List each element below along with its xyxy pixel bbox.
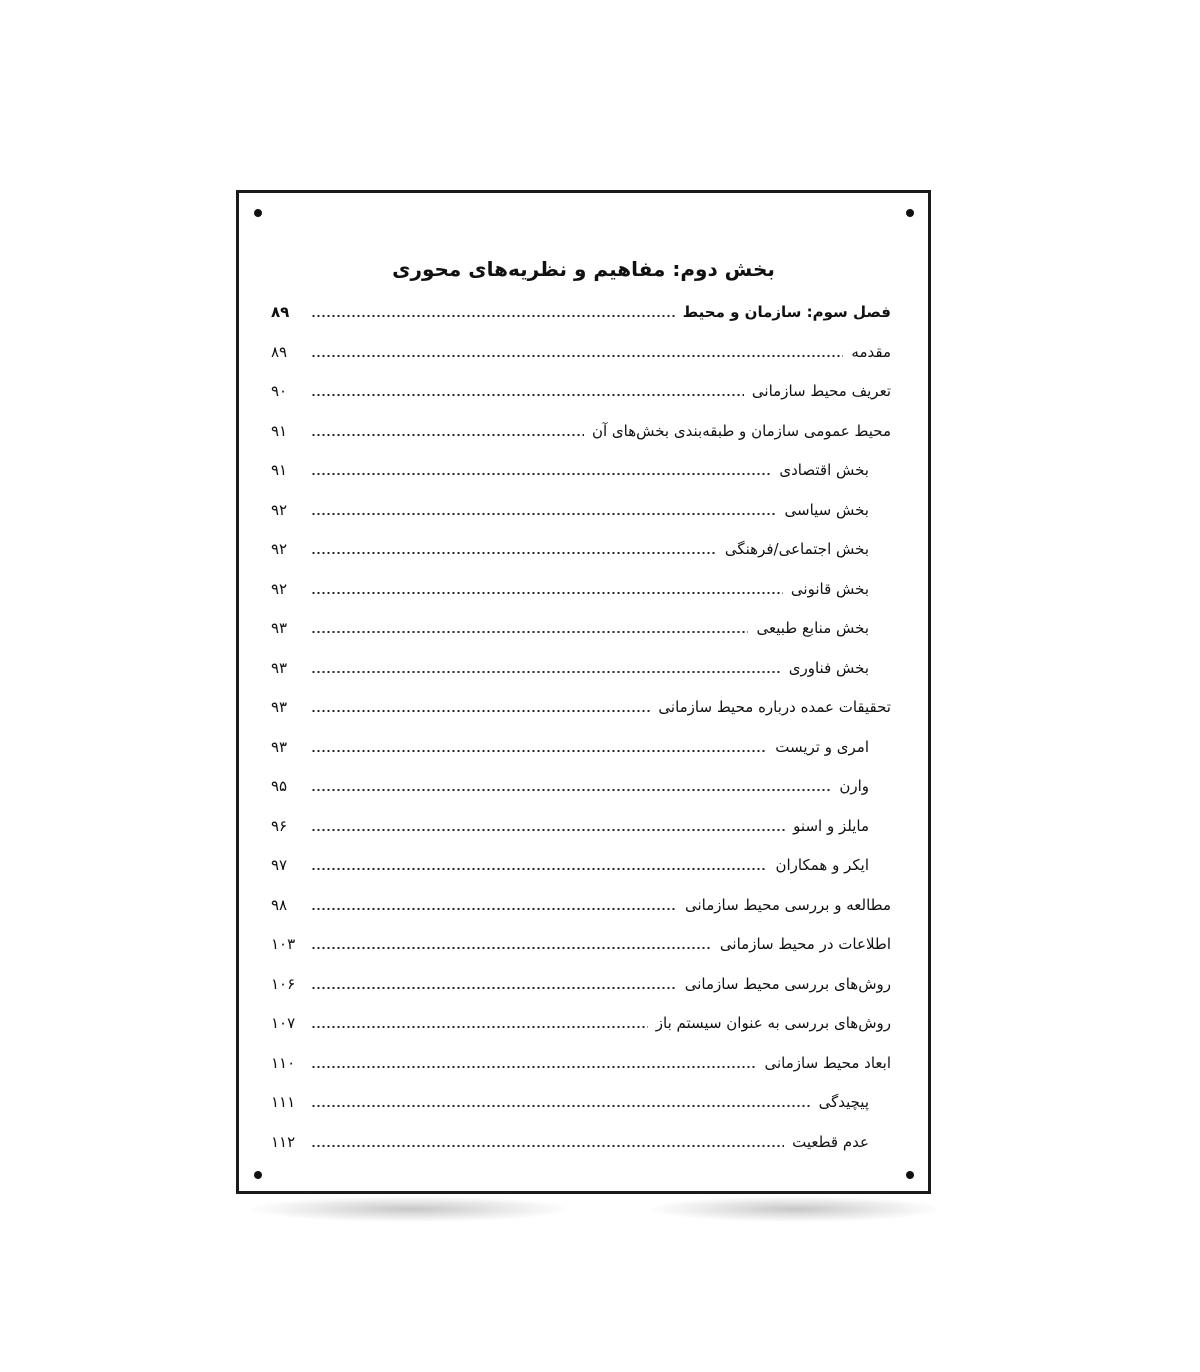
toc-entry-page-number: ۹۲: [271, 579, 288, 598]
toc-entry-page-number: ۹۶: [271, 816, 288, 835]
toc-entry-page-number: ۹۳: [271, 698, 288, 716]
toc-entry: [271, 495, 891, 525]
toc-entry-label: تعریف محیط سازمانی: [751, 382, 891, 400]
toc-entry-page-number: ۱۱۲: [271, 1132, 296, 1151]
toc-entry-label: مطالعه و بررسی محیط سازمانی: [685, 895, 891, 914]
toc-entry-label: مقدمه: [851, 342, 891, 361]
toc-entry: [271, 732, 891, 762]
dot-leader: [311, 513, 777, 515]
dot-leader: [311, 908, 677, 910]
toc-entry: [271, 850, 891, 880]
toc-entry: [271, 929, 891, 959]
page-shadow-right: [650, 1196, 940, 1222]
toc-entry-page-number: ۸۹: [271, 303, 290, 321]
toc-entry-page-number: ۱۰۳: [271, 935, 296, 953]
toc-entry-page-number: ۹۸: [271, 895, 288, 914]
dot-leader: [311, 434, 584, 436]
dot-leader: [311, 1026, 648, 1028]
toc-entry-label: ابعاد محیط سازمانی: [764, 1053, 891, 1072]
toc-page: [236, 190, 931, 1194]
toc-entry-page-number: ۱۰۷: [271, 1014, 296, 1032]
dot-leader: [311, 1145, 784, 1147]
toc-entry-page-number: ۹۷: [271, 856, 288, 874]
toc-entry-page-number: ۱۱۰: [271, 1053, 296, 1072]
dot-leader: [311, 750, 767, 752]
toc-entry-label: روش‌های بررسی محیط سازمانی: [684, 974, 891, 993]
toc-entry: [271, 1008, 891, 1038]
toc-entry-label: روش‌های بررسی به عنوان سیستم باز: [655, 1014, 891, 1032]
dot-leader: [311, 671, 781, 673]
toc-entry-page-number: ۹۳: [271, 619, 288, 637]
dot-leader: [311, 592, 783, 594]
toc-entry-label: وارن: [839, 777, 869, 795]
dot-leader: [311, 631, 748, 633]
toc-entry-page-number: ۹۱: [271, 461, 288, 479]
toc-entry: [271, 771, 891, 801]
toc-entry-page-number: ۹۵: [271, 777, 288, 795]
dot-leader: [311, 1105, 811, 1107]
toc-entry: [271, 613, 891, 643]
toc-entry: [271, 969, 891, 999]
toc-entry-page-number: ۹۲: [271, 540, 288, 558]
toc-entry-page-number: ۹۲: [271, 500, 288, 519]
toc-entry: [271, 455, 891, 485]
toc-entry-label: بخش اجتماعی/فرهنگی: [724, 540, 869, 558]
dot-leader: [311, 394, 744, 396]
toc-entry-label: تحقیقات عمده درباره محیط سازمانی: [658, 698, 891, 716]
dot-leader: [311, 789, 831, 791]
toc-entry-page-number: ۹۳: [271, 658, 288, 677]
dot-leader: [311, 315, 675, 317]
toc-entry: [271, 376, 891, 406]
toc-entry-label: محیط عمومی سازمان و طبقه‌بندی بخش‌های آن: [591, 421, 891, 440]
toc-entry: [271, 890, 891, 920]
toc-entry-label: بخش فناوری: [788, 658, 869, 677]
dot-leader: [311, 947, 712, 949]
dot-leader: [311, 710, 650, 712]
toc-entry: [271, 1087, 891, 1117]
toc-entry: [271, 297, 891, 327]
dot-leader: [311, 355, 843, 357]
toc-entry-label: پیچیدگی: [818, 1093, 869, 1111]
dot-leader: [311, 552, 717, 554]
toc-entry: [271, 1048, 891, 1078]
section-title: بخش دوم: مفاهیم و نظریه‌های محوری: [392, 257, 775, 281]
toc-entry: [271, 692, 891, 722]
dot-leader: [311, 987, 677, 989]
dot-leader: [311, 829, 785, 831]
toc-entry: [271, 416, 891, 446]
toc-entry-label: بخش سیاسی: [784, 500, 869, 519]
toc-entry-label: اطلاعات در محیط سازمانی: [719, 935, 891, 953]
toc-entry-label: بخش قانونی: [790, 579, 869, 598]
toc-entry-label: بخش اقتصادی: [779, 461, 869, 479]
toc-entry: [271, 811, 891, 841]
toc-entry-page-number: ۹۰: [271, 382, 288, 400]
dot-leader: [311, 1066, 756, 1068]
toc-entry-page-number: ۹۳: [271, 737, 288, 756]
toc-entry: [271, 653, 891, 683]
toc-entry-label: مایلز و اسنو: [793, 816, 869, 835]
toc-entry-page-number: ۹۱: [271, 421, 288, 440]
toc-entry-page-number: ۸۹: [271, 342, 288, 361]
toc-entry: [271, 337, 891, 367]
dot-leader: [311, 868, 767, 870]
toc-entry-page-number: ۱۰۶: [271, 974, 296, 993]
toc-entry-label: بخش منابع طبیعی: [756, 619, 869, 637]
toc-entry-label: امری و تریست: [775, 737, 869, 756]
toc-entry: [271, 574, 891, 604]
dot-leader: [311, 473, 771, 475]
toc-entry-label: ایکر و همکاران: [775, 856, 869, 874]
toc-entry: [271, 534, 891, 564]
toc-entry: [271, 1127, 891, 1157]
toc-entry-page-number: ۱۱۱: [271, 1093, 296, 1111]
toc-entry-label: فصل سوم: سازمان و محیط: [682, 303, 891, 321]
table-of-contents: [239, 193, 928, 1191]
page-shadow-left: [250, 1196, 570, 1222]
toc-entry-label: عدم قطعیت: [792, 1132, 869, 1151]
